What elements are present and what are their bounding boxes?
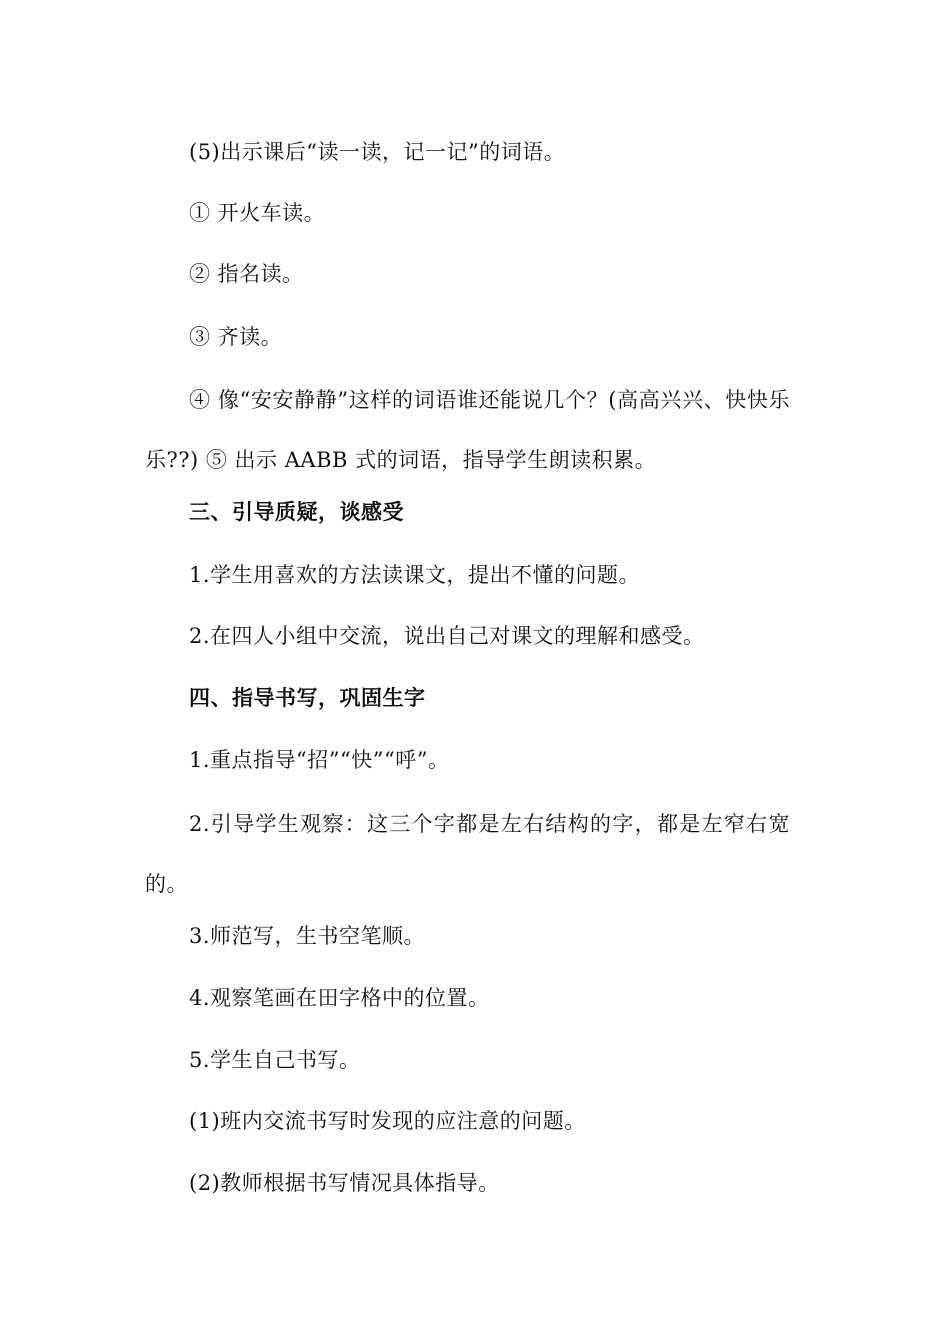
paragraph-aabb-words: ④ 像“安安静静”这样的词语谁还能说几个？(高高兴兴、快快乐乐??) ⑤ 出示 AABB 式的词语，指导学生朗读积累。 [145, 388, 790, 472]
paragraph-train-reading: ① 开火车读。 [189, 201, 326, 225]
paragraph-step-5: (5)出示课后“读一读，记一记”的词语。 [189, 140, 566, 164]
paragraph-named-reading: ② 指名读。 [189, 262, 304, 286]
paragraph-class-exchange: (1)班内交流书写时发现的应注意的问题。 [189, 1109, 586, 1133]
paragraph-teacher-demo: 3.师范写，生书空笔顺。 [189, 924, 426, 948]
section-heading-3: 三、引导质疑，谈感受 [189, 499, 404, 524]
paragraph-group-reading: ③ 齐读。 [189, 325, 283, 349]
paragraph-key-characters: 1.重点指导“招”“快”“呼”。 [189, 748, 450, 772]
paragraph-teacher-guidance: (2)教师根据书写情况具体指导。 [189, 1171, 500, 1195]
paragraph-student-writing: 5.学生自己书写。 [189, 1048, 361, 1072]
paragraph-read-and-ask: 1.学生用喜欢的方法读课文，提出不懂的问题。 [189, 563, 641, 587]
paragraph-group-discussion: 2.在四人小组中交流，说出自己对课文的理解和感受。 [189, 624, 705, 648]
section-heading-4: 四、指导书写，巩固生字 [189, 685, 426, 710]
paragraph-observe-structure: 2.引导学生观察：这三个字都是左右结构的字，都是左窄右宽的。 [145, 812, 790, 896]
paragraph-stroke-position: 4.观察笔画在田字格中的位置。 [189, 986, 490, 1010]
